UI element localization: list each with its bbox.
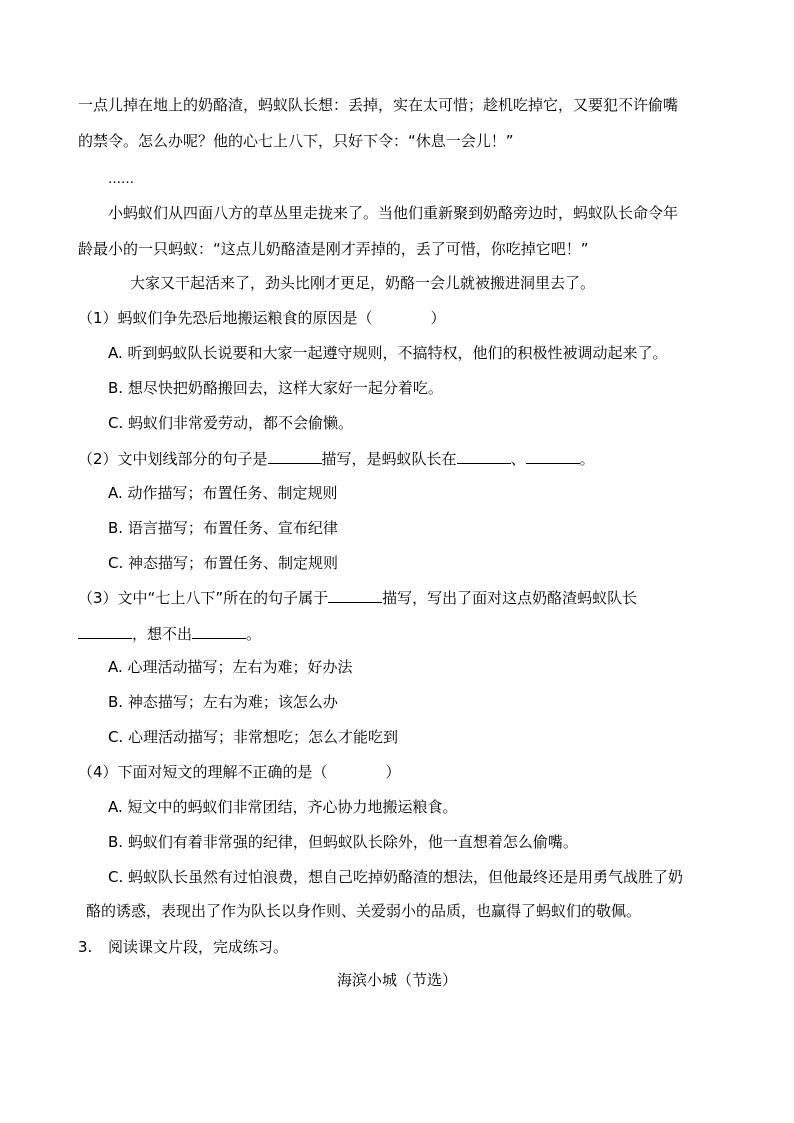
q2-stem-text-c: 、 [510,450,526,468]
q2-blank-3[interactable] [526,449,580,464]
q4-option-c-line-2: 酪的诱惑，表现出了作为队长以身作则、关爱弱小的品质，也赢得了蚂蚁们的敬佩。 [86,902,642,920]
q4-option-c-line-1: C. 蚂蚁队长虽然有过怕浪费，想自己吃掉奶酪渣的想法，但他最终还是用勇气战胜了奶 [108,868,684,886]
q3-option-c: C. 心理活动描写；非常想吃；怎么才能吃到 [108,728,399,746]
item-3-title: 海滨小城（节选） [336,971,457,989]
passage-line-1: 一点儿掉在地上的奶酪渣，蚂蚁队长想：丢掉，实在太可惜；趁机吃掉它，又要犯不许偷嘴 [78,96,679,114]
q2-option-a: A. 动作描写；布置任务、制定规则 [108,484,338,502]
q3-stem-text-a: （3）文中“七上八下”所在的句子属于 [78,589,329,607]
q3-stem-line-2 [78,624,261,644]
q4-stem-close: ） [385,763,401,781]
q3-option-b: B. 神态描写；左右为难；该怎么办 [108,693,338,711]
q1-option-c: C. 蚂蚁们非常爱劳动，都不会偷懒。 [108,414,354,432]
q2-stem-text-a: （2）文中划线部分的句子是 [78,450,268,468]
q4-option-a: A. 短文中的蚂蚁们非常团结，齐心协力地搬运粮食。 [108,798,458,816]
q3-stem-text-c: ，想不出 [132,625,193,643]
q3-blank-3[interactable] [192,624,246,639]
q3-option-a: A. 心理活动描写；左右为难；好办法 [108,658,353,676]
passage-line-4: 小蚂蚁们从四面八方的草丛里走拢来了。当他们重新聚到奶酪旁边时，蚂蚁队长命令年 [108,204,679,222]
q2-option-c: C. 神态描写；布置任务、制定规则 [108,554,339,572]
item-3-number: 3. [78,938,93,956]
q4-stem-text: （4）下面对短文的理解不正确的是（ [78,763,328,781]
q1-stem-text: （1）蚂蚁们争先恐后地搬运粮食的原因是（ [78,309,373,327]
q1-stem [78,308,446,328]
q2-blank-1[interactable] [268,449,322,464]
passage-line-2: 的禁令。怎么办呢？他的心七上八下，只好下令：“休息一会儿！” [78,132,514,150]
q1-option-b: B. 想尽快把奶酪搬回去，这样大家好一起分着吃。 [108,379,443,397]
q4-option-b: B. 蚂蚁们有着非常强的纪律，但蚂蚁队长除外，他一直想着怎么偷嘴。 [108,833,578,851]
passage-ellipsis: …… [108,172,134,187]
q3-stem-text-b: 描写，写出了面对这点奶酪渣蚂蚁队长 [382,589,638,607]
passage-line-6: 大家又干起活来了，劲头比刚才更足，奶酪一会儿就被搬进洞里去了。 [130,274,596,292]
q3-blank-1[interactable] [328,588,382,603]
q2-stem-text-d: 。 [579,450,595,468]
q1-option-a: A. 听到蚂蚁队长说要和大家一起遵守规则，不搞特权，他们的积极性被调动起来了。 [108,344,668,362]
q2-stem-text-b: 描写，是蚂蚁队长在 [321,450,457,468]
q1-stem-close: ） [430,309,446,327]
q2-stem [78,449,595,469]
q4-stem [78,762,401,782]
q3-blank-2[interactable] [78,624,132,639]
q3-stem-text-d: 。 [246,625,262,643]
item-3-instruction: 阅读课文片段，完成练习。 [108,938,289,956]
q2-option-b: B. 语言描写；布置任务、宣布纪律 [108,519,338,537]
q3-stem-line-1 [78,588,637,608]
passage-line-5: 龄最小的一只蚂蚁：“这点儿奶酪渣是刚才弄掉的，丢了可惜，你吃掉它吧！” [78,240,589,258]
q2-blank-2[interactable] [457,449,511,464]
